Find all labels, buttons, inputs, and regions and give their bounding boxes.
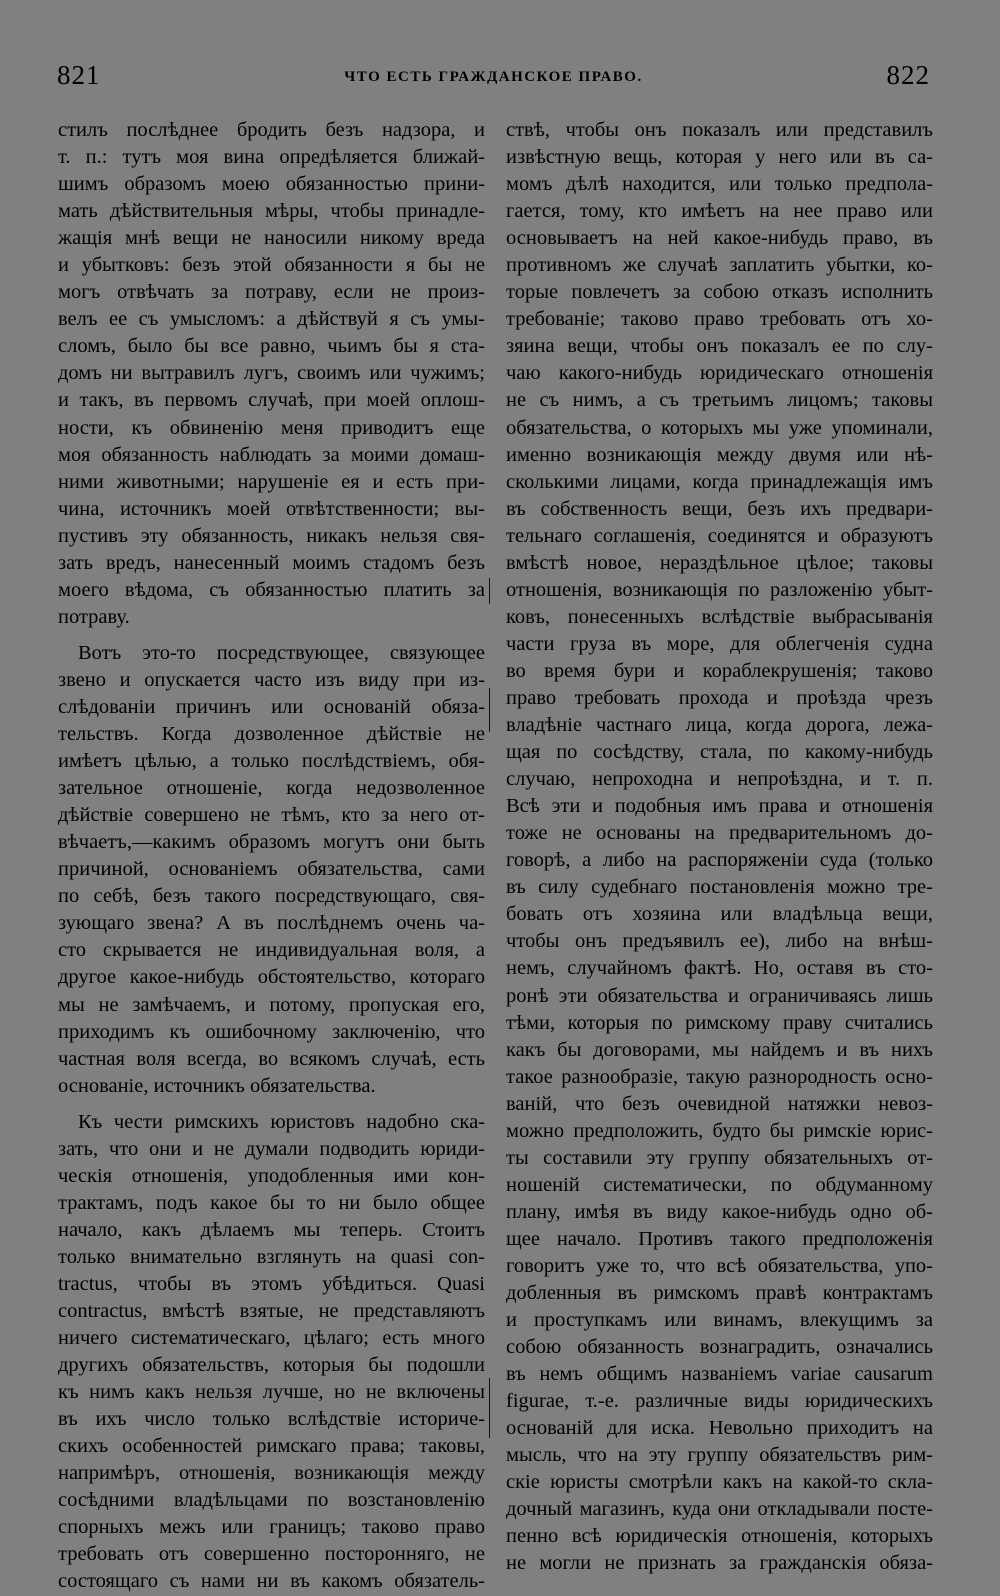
text-line: въ ихъ число только вслѣдствіе историче- bbox=[58, 1408, 485, 1431]
page-header bbox=[57, 60, 930, 96]
page-number-right: 822 bbox=[886, 60, 930, 90]
text-line: ствѣ, чтобы онъ показалъ или представилъ bbox=[506, 119, 933, 141]
text-line: пенно всѣ юридическія отношенія, которыхъ bbox=[506, 1525, 933, 1548]
text-line: щее начало. Противъ такого предположенія bbox=[506, 1227, 933, 1250]
text-line: дѣйствіе совершено не тѣмъ, кто за него от- bbox=[58, 804, 485, 827]
text-line: такое разнообразіе, такую разнородность осно- bbox=[506, 1065, 933, 1088]
text-line: противномъ же случаѣ заплатить убытки, ко- bbox=[506, 254, 933, 277]
text-line: не могли не признать за гражданскія обяза- bbox=[506, 1552, 933, 1575]
text-line: въ немъ общимъ названіемъ variae causarum bbox=[506, 1363, 933, 1386]
text-line: отношенія, возникающія по разложенію убыт- bbox=[506, 578, 933, 601]
column-divider-mark bbox=[489, 578, 490, 604]
text-line: можно предположить, будто бы римскіе юрис- bbox=[506, 1119, 933, 1142]
text-line: сломъ, было бы все равно, чьимъ бы я ста- bbox=[58, 335, 485, 358]
text-line: зующаго звена? А въ послѣднемъ очень ча- bbox=[58, 912, 485, 935]
text-line: плану, имѣя въ виду какое-нибудь одно об- bbox=[506, 1200, 933, 1223]
text-line: ронѣ эти обязательства и ограничиваясь лишь bbox=[506, 984, 933, 1007]
text-line: вмѣстѣ новое, нераздѣльное цѣлое; таковы bbox=[506, 551, 933, 574]
text-line: бовать отъ хозяина или владѣльца вещи, bbox=[506, 903, 933, 926]
text-line: право требовать прохода и проѣзда чрезъ bbox=[506, 686, 933, 709]
page-number-left: 821 bbox=[57, 60, 101, 90]
text-line: гается, тому, кто имѣетъ на нее право или bbox=[506, 200, 933, 223]
text-line: чтобы онъ предъявилъ ее), либо на внѣш- bbox=[506, 930, 933, 953]
text-line: тѣми, которыя по римскому праву считались bbox=[506, 1011, 933, 1034]
text-line: мысль, что на эту группу обязательствъ рим- bbox=[506, 1444, 933, 1467]
text-line: моего вѣдома, съ обязанностью платить за bbox=[58, 578, 485, 601]
text-line: ваній, что безъ очевидной натяжки невоз- bbox=[506, 1092, 933, 1115]
text-line: состоящаго съ нами ни въ какомъ обязатель- bbox=[58, 1570, 485, 1593]
text-line: какъ бы договорами, мы найдемъ и въ нихъ bbox=[506, 1038, 933, 1061]
text-line: звено и опускается часто изъ виду при из- bbox=[58, 668, 485, 691]
text-line: требовать отъ совершенно посторонняго, не bbox=[58, 1543, 485, 1566]
right-text-column bbox=[506, 117, 933, 1578]
text-line: тельствъ. Когда дозволенное дѣйствіе не bbox=[58, 723, 485, 746]
text-line: и проступкамъ или винамъ, влекущимъ за bbox=[506, 1309, 933, 1332]
text-line: спорныхъ межъ или границъ; таково право bbox=[58, 1516, 485, 1539]
text-line: ничего систематическаго, цѣлаго; есть много bbox=[58, 1327, 485, 1350]
text-line: Всѣ эти и подобныя имъ права и отношенія bbox=[506, 795, 933, 818]
text-line: другое какое-нибудь обстоятельство, котораго bbox=[58, 966, 485, 989]
running-title: ЧТО ЕСТЬ ГРАЖДАНСКОЕ ПРАВО. bbox=[344, 69, 643, 85]
text-line: требованіе; таково право требовать отъ хо- bbox=[506, 308, 933, 331]
text-line: добленныя въ римскомъ правѣ контрактамъ bbox=[506, 1282, 933, 1305]
text-line: тоже не основаны на предварительномъ до- bbox=[506, 822, 933, 845]
text-line: тельнаго соглашенія, соединятся и образуютъ bbox=[506, 524, 933, 547]
column-divider-mark bbox=[489, 688, 490, 732]
text-line: сосѣдними владѣльцами по возстановленію bbox=[58, 1489, 485, 1512]
text-line: чаю какого-нибудь юридическаго отношенія bbox=[506, 362, 933, 385]
text-line: въ силу судебнаго постановленія можно тре- bbox=[506, 876, 933, 899]
text-line: момъ дѣлѣ находится, или только предпола- bbox=[506, 173, 933, 196]
text-line: ности, къ обвиненію меня приводитъ еще bbox=[58, 416, 485, 439]
text-line: tractus, чтобы въ этомъ убѣдиться. Quasi bbox=[58, 1272, 485, 1295]
text-line: моя обязанность наблюдать за моими домаш- bbox=[58, 443, 485, 466]
text-line: сколькими лицами, когда принадлежащія имъ bbox=[506, 470, 933, 493]
text-line: собою обязанность вознаградить, означались bbox=[506, 1336, 933, 1359]
text-line: немъ, случайномъ фактѣ. Но, оставя въ сто- bbox=[506, 957, 933, 980]
text-line: жащія мнѣ вещи не наносили никому вреда bbox=[58, 227, 485, 250]
text-line: и такъ, въ первомъ случаѣ, при моей оплош- bbox=[58, 389, 485, 412]
text-line: скихъ особенностей римскаго права; таковы, bbox=[58, 1435, 485, 1458]
text-line: стилъ послѣднее бродить безъ надзора, и bbox=[58, 119, 485, 141]
text-line: обязательства, о которыхъ мы уже упоминали, bbox=[506, 416, 933, 439]
text-line: figurae, т.-е. различные виды юридическихъ bbox=[506, 1390, 933, 1413]
text-line: по себѣ, безъ такого посредствующаго, свя- bbox=[58, 885, 485, 908]
text-line: зательное отношеніе, когда недозволенное bbox=[58, 777, 485, 800]
text-line: т. п.: тутъ моя вина опредѣляется ближай- bbox=[58, 146, 485, 169]
text-line: имѣетъ цѣлью, а только послѣдствіемъ, обя- bbox=[58, 750, 485, 773]
text-line: другихъ обязательствъ, которыя бы подошли bbox=[58, 1354, 485, 1377]
text-line: напримѣръ, отношенія, возникающія между bbox=[58, 1462, 485, 1485]
text-line: только внимательно взглянуть на quasi con- bbox=[58, 1245, 485, 1268]
text-line: сто скрывается не индивидуальная воля, а bbox=[58, 939, 485, 962]
text-line: ними животными; нарушеніе ея и есть при- bbox=[58, 470, 485, 493]
text-line: частная воля всегда, во всякомъ случаѣ, есть bbox=[58, 1047, 485, 1070]
text-line: шимъ образомъ моею обязанностью прини- bbox=[58, 173, 485, 196]
text-line: потраву. bbox=[58, 605, 130, 628]
text-line: contractus, вмѣстѣ взятые, не представляютъ bbox=[58, 1300, 485, 1323]
text-line: начало, какъ дѣлаемъ мы теперь. Стоитъ bbox=[58, 1218, 485, 1241]
text-line: торые повлечетъ за собою отказъ исполнить bbox=[506, 281, 933, 304]
text-line: зать вредъ, нанесенный моимъ стадомъ безъ bbox=[58, 551, 485, 574]
text-line: Вотъ это-то посредствующее, связующее bbox=[78, 641, 485, 664]
text-line: домъ ни вытравилъ лугъ, своимъ или чужимъ; bbox=[58, 362, 485, 385]
text-line: приходимъ къ ошибочному заключенію, что bbox=[58, 1020, 485, 1043]
text-line: говорѣ, а либо на распоряженіи суда (только bbox=[506, 849, 933, 872]
text-line: слѣдованіи причинъ или основаній обяза- bbox=[58, 695, 485, 718]
text-line: щая по сосѣдству, стала, по какому-нибудь bbox=[506, 741, 933, 764]
text-line: чина, источникъ моей отвѣтственности; вы- bbox=[58, 497, 485, 520]
text-line: основаній для иска. Невольно приходитъ на bbox=[506, 1417, 933, 1440]
text-line: пустивъ эту обязанность, никакъ нельзя свя- bbox=[58, 524, 485, 547]
text-line: вѣчаетъ,—какимъ образомъ могутъ они быть bbox=[58, 831, 485, 854]
text-line: ческія отношенія, уподобленныя ими кон- bbox=[58, 1164, 485, 1187]
text-line: не съ нимъ, а съ третьимъ лицомъ; таковы bbox=[506, 389, 933, 412]
text-line: случаю, непроходна и непроѣздна, и т. п. bbox=[506, 768, 933, 791]
text-line: зать, что они и не думали подводить юриди- bbox=[58, 1137, 485, 1160]
column-divider-mark bbox=[489, 1378, 490, 1438]
text-line: зяина вещи, чтобы онъ показалъ ее по слу- bbox=[506, 335, 933, 358]
text-line: причиной, основаніемъ обязательства, сами bbox=[58, 858, 485, 881]
text-line: именно возникающія между двумя или нѣ- bbox=[506, 443, 933, 466]
text-line: ты составили эту группу обязательныхъ от- bbox=[506, 1146, 933, 1169]
text-line: могъ отвѣчать за потраву, если не произ- bbox=[58, 281, 485, 304]
text-line: части груза въ море, для облегченія судна bbox=[506, 632, 933, 655]
text-line: мы не замѣчаемъ, и потому, пропуская его, bbox=[58, 993, 485, 1016]
text-line: трактамъ, подъ какое бы то ни было общее bbox=[58, 1191, 485, 1214]
text-line: ковъ, понесенныхъ вслѣдствіе выбрасыванія bbox=[506, 605, 933, 628]
text-line: извѣстную вещь, которая у него или въ са- bbox=[506, 146, 933, 169]
text-line: и убытковъ: безъ этой обязанности я бы не bbox=[58, 254, 485, 277]
left-text-column bbox=[58, 117, 485, 1596]
text-line: говоритъ уже то, что всѣ обязательства, упо- bbox=[506, 1254, 933, 1277]
text-line: основываетъ на ней какое-нибудь право, въ bbox=[506, 227, 933, 250]
text-line: во время бури и кораблекрушенія; таково bbox=[506, 659, 933, 682]
text-line: велъ ее съ умысломъ: а дѣйствуй я съ умы- bbox=[58, 308, 485, 331]
text-line: въ собственность вещи, безъ ихъ предвари- bbox=[506, 497, 933, 520]
text-line: основаніе, источникъ обязательства. bbox=[58, 1074, 376, 1097]
text-line: къ нимъ какъ нельзя лучше, но не включены bbox=[58, 1381, 485, 1404]
text-line: скіе юристы смотрѣли какъ на какой-то скла- bbox=[506, 1471, 933, 1494]
text-line: дочный магазинъ, куда они откладывали посте- bbox=[506, 1498, 933, 1521]
text-line: ношеній систематически, по обдуманному bbox=[506, 1173, 933, 1196]
text-line: владѣніе частнаго лица, когда дорога, лежа- bbox=[506, 714, 933, 737]
text-line: Къ чести римскихъ юристовъ надобно ска- bbox=[78, 1110, 485, 1133]
text-line: мать дѣйствительныя мѣры, чтобы принадле- bbox=[58, 200, 485, 223]
